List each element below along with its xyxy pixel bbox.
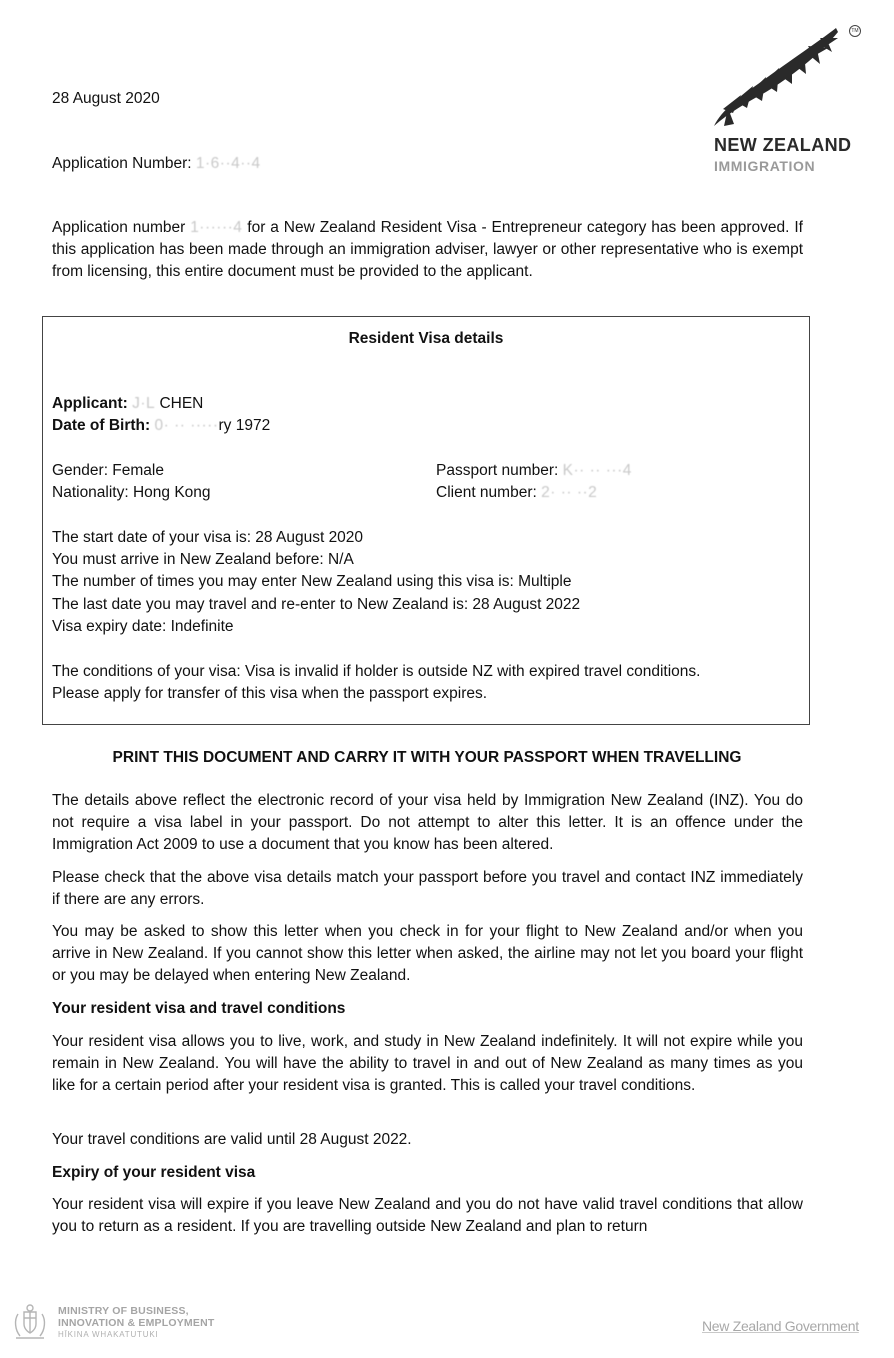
resident-visa-details-box [42,316,810,725]
nz-government-logo: New Zealand Government [702,1318,859,1334]
dob-redacted: 0· ·· ····· [154,417,219,434]
application-number-redacted: 1·6··4··4 [195,155,261,172]
mbie-line-3: HĪKINA WHAKATUTUKI [58,1330,159,1339]
client-line [436,482,597,504]
passport-redacted: K·· ·· ···4 [562,462,632,479]
last-date-line: The last date you may travel and re-enter to New Zealand is: 28 August 2022 [52,596,581,613]
letter-date: 28 August 2020 [52,90,160,107]
paragraph-valid-until: Your travel conditions are valid until 28 August 2022. [52,1131,412,1148]
nz-coat-of-arms-icon [10,1302,50,1342]
paragraph-check-details: Please check that the above visa details match your passport before you travel and contact INZ immediately if there are any errors. [52,869,803,908]
passport-line [436,460,632,482]
dob-label: Date of Birth: [52,417,151,434]
heading-expiry: Expiry of your resident visa [52,1164,256,1181]
nz-immigration-logo [708,22,868,182]
intro-prefix: Application number [52,219,186,236]
mbie-text [58,1305,278,1341]
silver-fern-icon [708,22,848,134]
start-date-line: The start date of your visa is: 28 August 2020 [52,529,364,546]
arrive-before-line: You must arrive in New Zealand before: N/A [52,551,354,568]
print-notice-heading: PRINT THIS DOCUMENT AND CARRY IT WITH YOUR PASSPORT WHEN TRAVELLING [112,749,742,766]
client-label: Client number: [436,484,537,501]
dob-year: ry 1972 [218,417,271,434]
logo-title: NEW ZEALAND [714,135,852,155]
gender-line: Gender: Female [52,462,164,479]
nationality-line: Nationality: Hong Kong [52,484,211,501]
paragraph-electronic-record: The details above reflect the electronic record of your visa held by Immigration New Zealand (INZ). You do not require a visa label in your passport. Do not attempt to alter this letter. It is an offence under the Immigration Act 2009 to use a document that you know has been altered. [52,792,803,853]
passport-label: Passport number: [436,462,559,479]
paragraph-resident-visa: Your resident visa allows you to live, work, and study in New Zealand indefinitely. It will not expire while you remain in New Zealand. You will have the ability to travel in and out of New Zealand as many times as you like for a certain period after your resident visa is granted. This is called your travel conditions. [52,1033,803,1094]
applicant-line [52,393,203,415]
paragraph-show-letter: You may be asked to show this letter when you check in for your flight to New Zealand and/or when you arrive in New Zealand. If you cannot show this letter when asked, the airline may not let you board your flight or you may be delayed when entering New Zealand. [52,923,803,984]
heading-travel-conditions: Your resident visa and travel conditions [52,1000,346,1017]
intro-suffix: for a New Zealand Resident Visa - Entrepreneur category has been approved. If this application has been made through an immigration adviser, lawyer or other representative who is exempt from licensing, this entire document must be provided to the applicant. [52,219,803,280]
application-number-line [52,153,261,175]
dob-line [52,415,270,437]
application-number-label: Application Number: [52,155,192,172]
box-title: Resident Visa details [348,330,504,347]
conditions-line-2: Please apply for transfer of this visa when the passport expires. [52,685,488,702]
applicant-label: Applicant: [52,395,128,412]
mbie-line-2: INNOVATION & EMPLOYMENT [58,1317,215,1329]
expiry-line: Visa expiry date: Indefinite [52,618,234,635]
trademark-icon: TM [849,25,861,37]
intro-redacted-number: 1······4 [190,219,243,236]
applicant-redacted: J·L [132,395,156,412]
logo-subtitle: IMMIGRATION [714,158,816,174]
conditions-line-1: The conditions of your visa: Visa is invalid if holder is outside NZ with expired travel conditions. [52,663,701,680]
intro-paragraph [52,217,803,283]
mbie-line-1: MINISTRY OF BUSINESS, [58,1305,189,1317]
applicant-surname: CHEN [155,395,204,412]
client-redacted: 2· ·· ··2 [541,484,598,501]
entries-line: The number of times you may enter New Zealand using this visa is: Multiple [52,573,572,590]
paragraph-expiry: Your resident visa will expire if you leave New Zealand and you do not have valid travel conditions that allow you to return as a resident. If you are travelling outside New Zealand and plan to return [52,1196,803,1235]
